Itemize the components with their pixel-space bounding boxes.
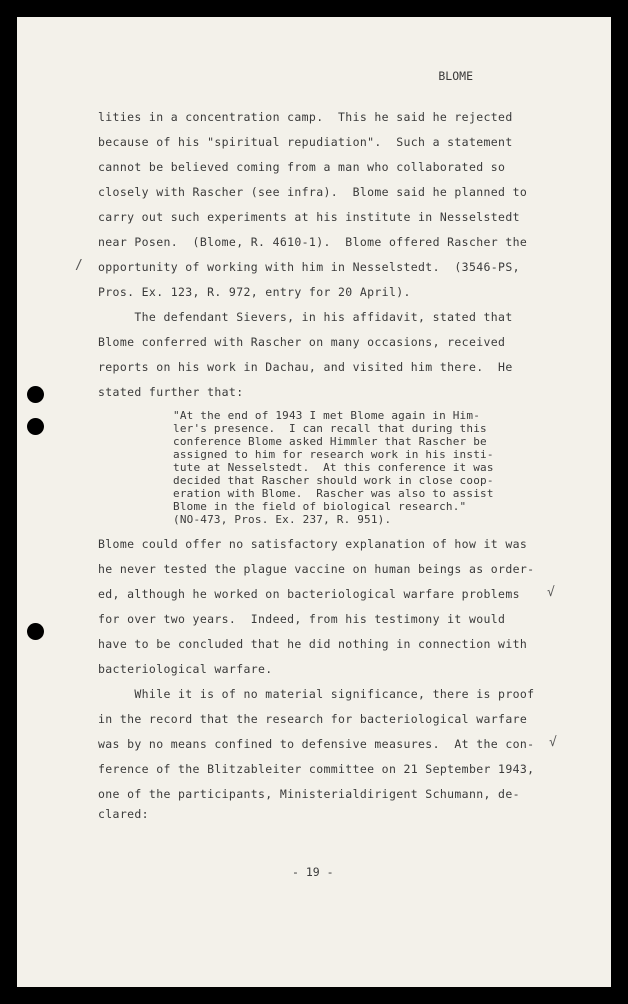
quote-line: assigned to him for research work in his insti- xyxy=(173,448,494,461)
document-page xyxy=(17,17,611,987)
binder-hole xyxy=(27,386,44,403)
text-line: he never tested the plague vaccine on human beings as order- xyxy=(98,562,535,576)
text-line: Blome conferred with Rascher on many occasions, received xyxy=(98,335,506,349)
text-line: was by no means confined to defensive measures. At the con- xyxy=(98,737,535,751)
text-line: clared: xyxy=(98,807,149,821)
text-line: While it is of no material significance, there is proof xyxy=(98,687,535,701)
page-header: BLOME xyxy=(438,69,473,83)
quote-line: ler's presence. I can recall that during this xyxy=(173,422,487,435)
margin-checkmark: √ xyxy=(549,735,557,750)
quote-line: decided that Rascher should work in close coop- xyxy=(173,474,494,487)
quote-line: Blome in the field of biological research." xyxy=(173,500,467,513)
text-line: closely with Rascher (see infra). Blome said he planned to xyxy=(98,185,528,199)
text-line: Blome could offer no satisfactory explanation of how it was xyxy=(98,537,528,551)
text-line: ed, although he worked on bacteriological warfare problems xyxy=(98,587,520,601)
text-line: reports on his work in Dachau, and visited him there. He xyxy=(98,360,513,374)
text-line: carry out such experiments at his institute in Nesselstedt xyxy=(98,210,520,224)
text-line: for over two years. Indeed, from his testimony it would xyxy=(98,612,506,626)
text-line: lities in a concentration camp. This he said he rejected xyxy=(98,110,513,124)
text-line: stated further that: xyxy=(98,385,244,399)
text-line: because of his "spiritual repudiation". Such a statement xyxy=(98,135,513,149)
text-line: cannot be believed coming from a man who collaborated so xyxy=(98,160,506,174)
text-line: near Posen. (Blome, R. 4610-1). Blome offered Rascher the xyxy=(98,235,528,249)
quote-line: eration with Blome. Rascher was also to assist xyxy=(173,487,494,500)
text-line: The defendant Sievers, in his affidavit, stated that xyxy=(98,310,513,324)
text-line: one of the participants, Ministerialdirigent Schumann, de- xyxy=(98,787,520,801)
text-line: bacteriological warfare. xyxy=(98,662,273,676)
text-line: Pros. Ex. 123, R. 972, entry for 20 April). xyxy=(98,285,411,299)
quote-line: tute at Nesselstedt. At this conference it was xyxy=(173,461,494,474)
margin-mark: / xyxy=(75,258,83,273)
text-line: in the record that the research for bacteriological warfare xyxy=(98,712,528,726)
margin-checkmark: √ xyxy=(547,585,555,600)
text-line: opportunity of working with him in Nesselstedt. (3546-PS, xyxy=(98,260,520,274)
quote-line: conference Blome asked Himmler that Rascher be xyxy=(173,435,487,448)
page-number: - 19 - xyxy=(292,865,334,879)
quote-line: "At the end of 1943 I met Blome again in Him- xyxy=(173,409,481,422)
text-line: have to be concluded that he did nothing in connection with xyxy=(98,637,528,651)
binder-hole xyxy=(27,418,44,435)
quote-line: (NO-473, Pros. Ex. 237, R. 951). xyxy=(173,513,392,526)
text-line: ference of the Blitzableiter committee on 21 September 1943, xyxy=(98,762,535,776)
binder-hole xyxy=(27,623,44,640)
